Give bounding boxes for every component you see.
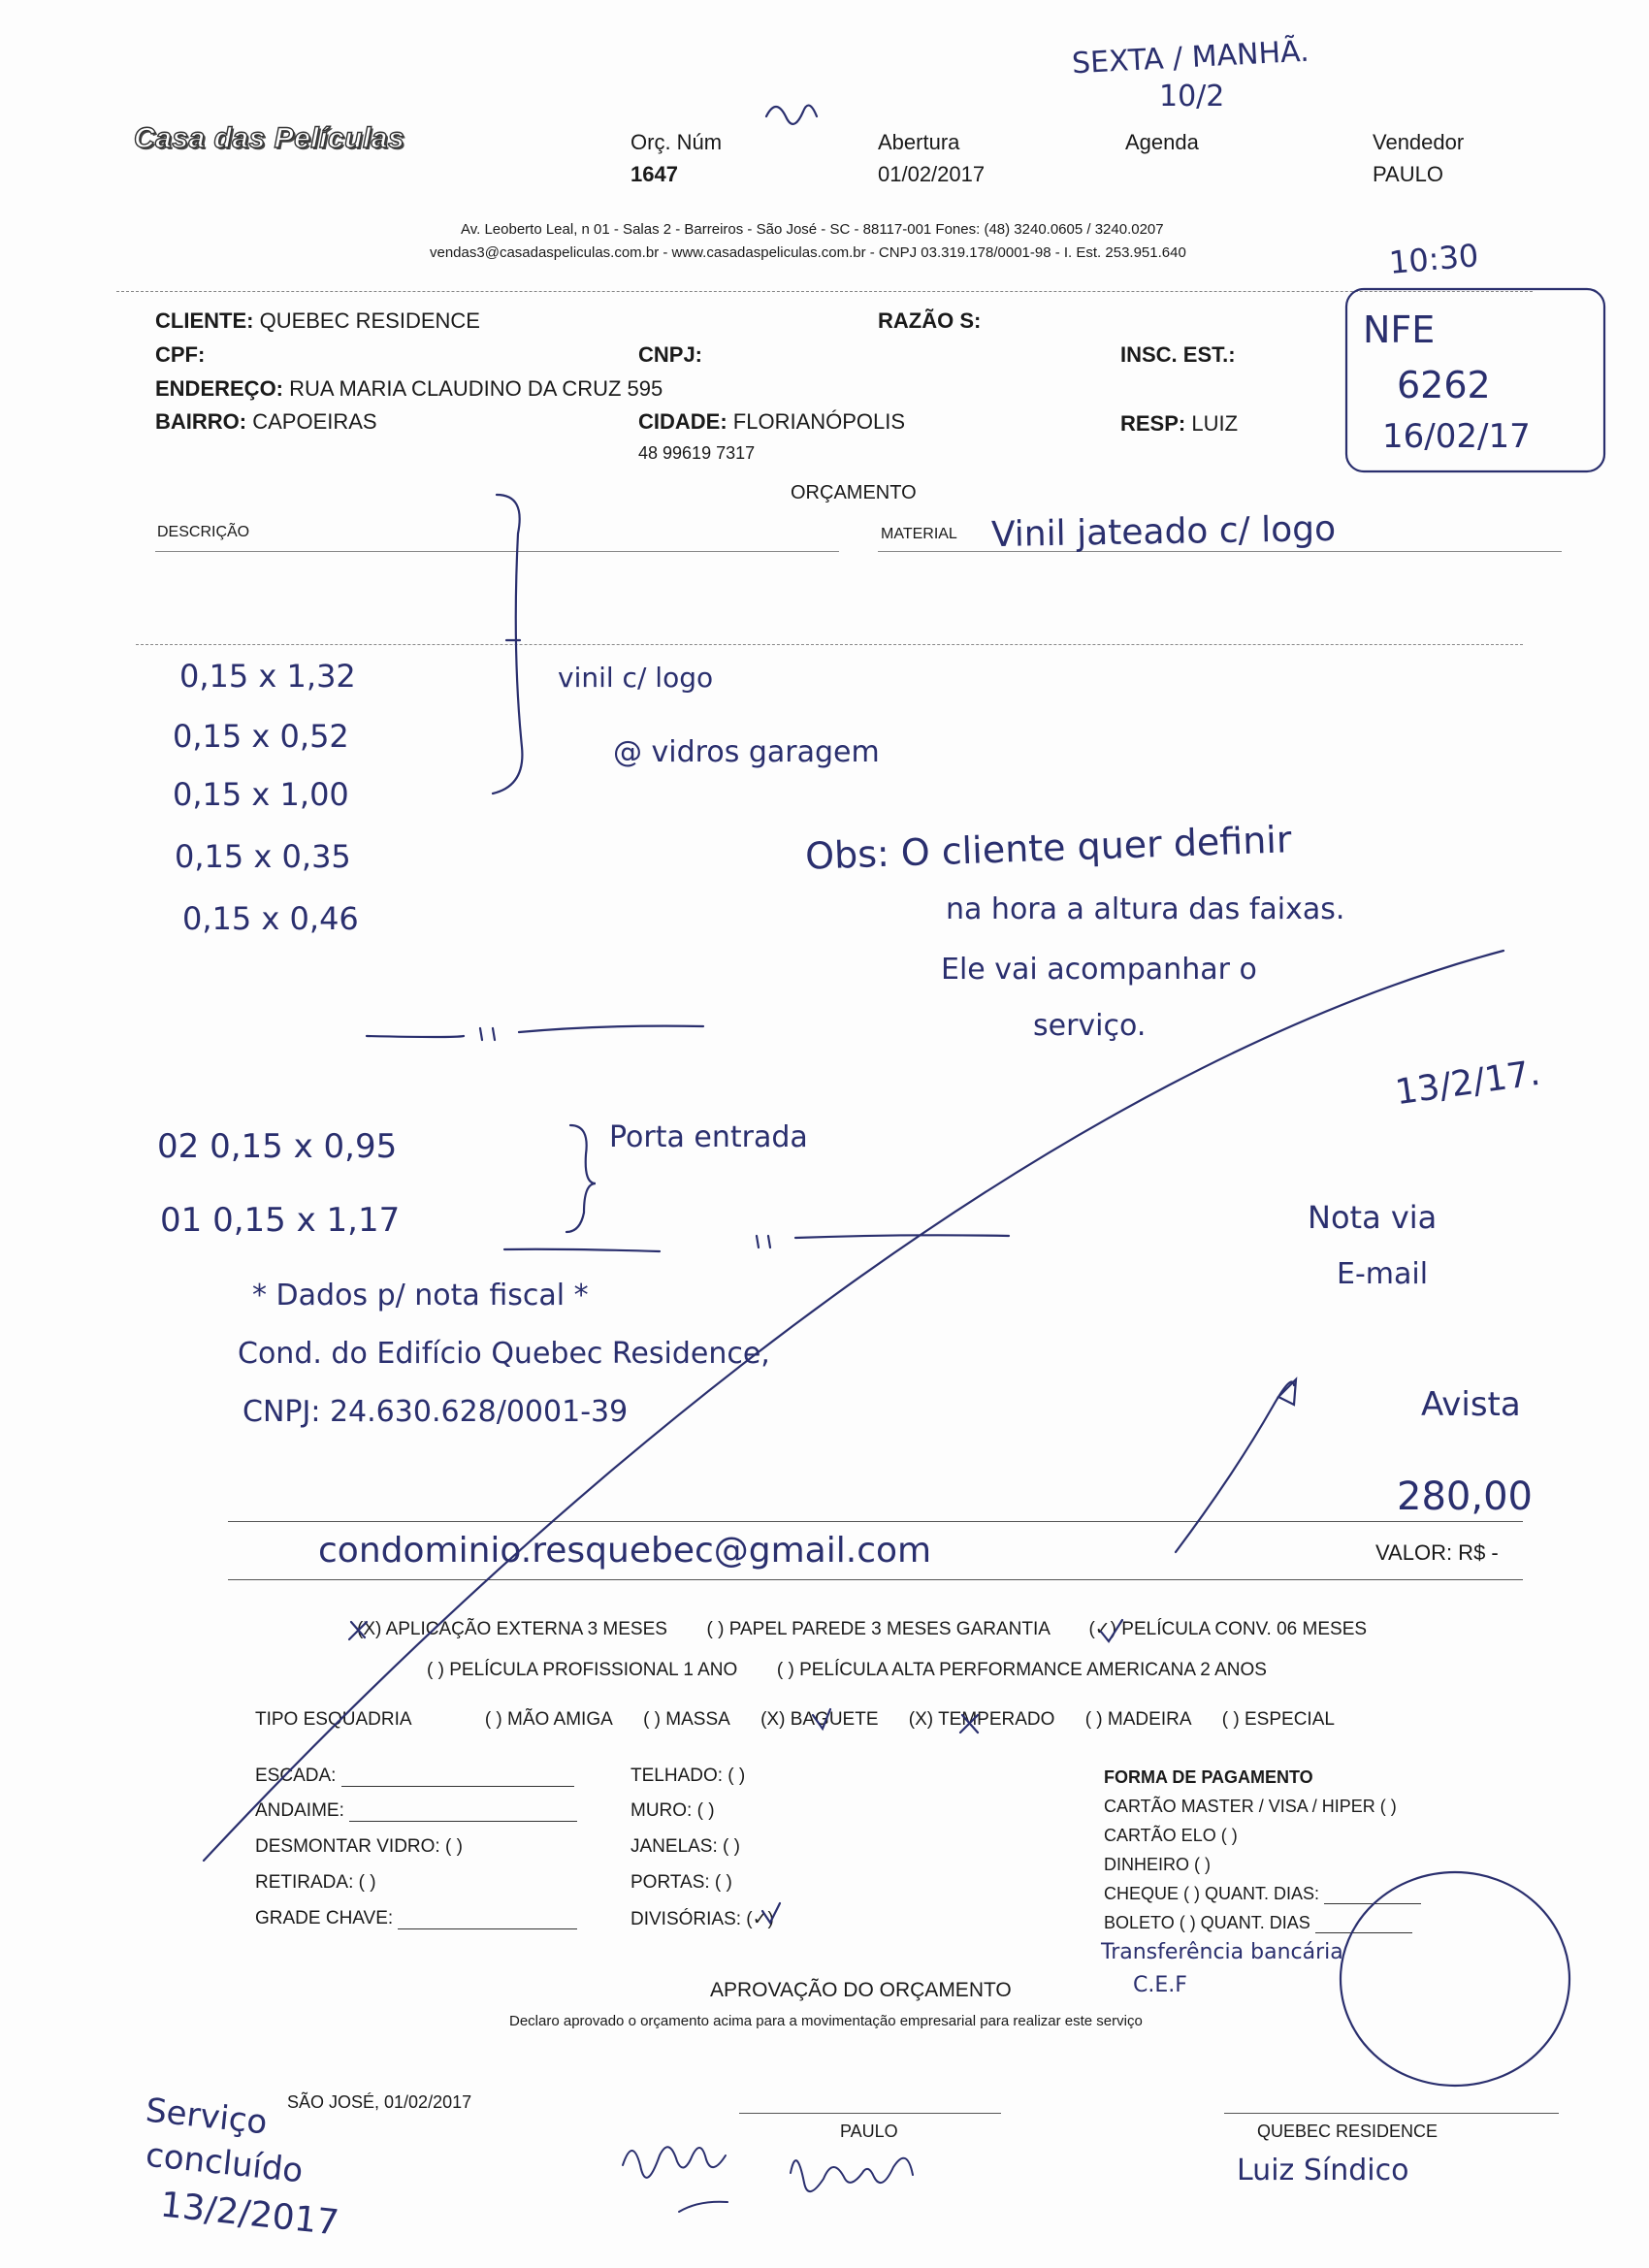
orcamento-title: ORÇAMENTO bbox=[791, 482, 917, 503]
hw-measure-5: 0,15 x 0,46 bbox=[182, 900, 359, 937]
janelas-field: JANELAS: ( ) bbox=[630, 1836, 740, 1857]
portas-field: PORTAS: ( ) bbox=[630, 1872, 732, 1893]
hw-transf: Transferência bancária bbox=[1101, 1940, 1343, 1964]
hw-avista: Avista bbox=[1421, 1385, 1521, 1424]
hw-nfe-date: 16/02/17 bbox=[1382, 417, 1531, 456]
hw-cnpj: CNPJ: 24.630.628/0001-39 bbox=[242, 1395, 629, 1429]
retirada-field: RETIRADA: ( ) bbox=[255, 1872, 376, 1893]
hw-email: condominio.resquebec@gmail.com bbox=[318, 1531, 932, 1571]
pagamento-cartao-elo: CARTÃO ELO ( ) bbox=[1104, 1826, 1238, 1845]
hw-valor: 280,00 bbox=[1397, 1474, 1533, 1519]
hw-material: Vinil jateado c/ logo bbox=[990, 508, 1337, 556]
hw-dados: * Dados p/ nota fiscal * bbox=[252, 1279, 589, 1312]
agenda-label: Agenda bbox=[1125, 130, 1199, 154]
divisorias-field: DIVISÓRIAS: (✓) bbox=[630, 1909, 774, 1929]
hw-luiz: Luiz Síndico bbox=[1237, 2154, 1409, 2187]
hw-obs-2: na hora a altura das faixas. bbox=[946, 892, 1345, 926]
insc-label: INSC. EST.: bbox=[1120, 342, 1236, 367]
hw-measure-3: 0,15 x 1,00 bbox=[173, 776, 349, 813]
signature-quebec-label: QUEBEC RESIDENCE bbox=[1257, 2122, 1439, 2141]
orc-value: 1647 bbox=[630, 162, 678, 186]
hw-cond: Cond. do Edifício Quebec Residence, bbox=[238, 1337, 770, 1371]
hw-concluido-1: Serviço bbox=[144, 2090, 270, 2143]
approval-title: APROVAÇÃO DO ORÇAMENTO bbox=[710, 1979, 1012, 2001]
hw-measure-1: 0,15 x 1,32 bbox=[179, 658, 356, 695]
descricao-label: DESCRIÇÃO bbox=[157, 524, 250, 540]
hw-porta-measure-2: 01 0,15 x 1,17 bbox=[160, 1201, 401, 1240]
vendedor-value: PAULO bbox=[1373, 162, 1443, 186]
hw-measure-4: 0,15 x 0,35 bbox=[175, 838, 351, 875]
warranty-line-2: ( ) PELÍCULA PROFISSIONAL 1 ANO ( ) PELÍCULA ALTA PERFORMANCE AMERICANA 2 ANOS bbox=[427, 1660, 1267, 1680]
hw-measure-2: 0,15 x 0,52 bbox=[173, 718, 349, 755]
hw-cef: C.E.F bbox=[1133, 1973, 1187, 1997]
endereco-row: ENDEREÇO: RUA MARIA CLAUDINO DA CRUZ 595 bbox=[155, 376, 663, 401]
warranty-line-1: (X) APLICAÇÃO EXTERNA 3 MESES ( ) PAPEL PAREDE 3 MESES GARANTIA (✓) PELÍCULA CONV. 06 MESES bbox=[357, 1619, 1368, 1639]
pagamento-cheque: CHEQUE ( ) QUANT. DIAS: bbox=[1104, 1884, 1421, 1904]
pagamento-boleto: BOLETO ( ) QUANT. DIAS bbox=[1104, 1913, 1412, 1933]
hw-porta: Porta entrada bbox=[609, 1120, 808, 1154]
abertura-value: 01/02/2017 bbox=[878, 162, 986, 186]
pagamento-title: FORMA DE PAGAMENTO bbox=[1104, 1767, 1313, 1787]
muro-field: MURO: ( ) bbox=[630, 1800, 715, 1821]
pagamento-cartao-master: CARTÃO MASTER / VISA / HIPER ( ) bbox=[1104, 1797, 1397, 1816]
bairro-row: BAIRRO: CAPOEIRAS bbox=[155, 409, 377, 434]
hw-porta-measure-1: 02 0,15 x 0,95 bbox=[157, 1127, 398, 1166]
hw-concluido-3: 13/2/2017 bbox=[158, 2185, 341, 2244]
hw-obs-1: Obs: O cliente quer definir bbox=[804, 818, 1293, 878]
material-label: MATERIAL bbox=[881, 526, 957, 542]
cliente-row: CLIENTE: QUEBEC RESIDENCE bbox=[155, 308, 480, 333]
hw-nfe-num: 6262 bbox=[1397, 364, 1491, 406]
orc-label: Orç. Núm bbox=[630, 130, 723, 154]
hw-nota-2: E-mail bbox=[1337, 1257, 1429, 1291]
escada-field: ESCADA: bbox=[255, 1766, 574, 1787]
hw-time: 10:30 bbox=[1387, 237, 1480, 281]
telhado-field: TELHADO: ( ) bbox=[630, 1766, 746, 1786]
esquadria-row: TIPO ESQUADRIA ( ) MÃO AMIGA ( ) MASSA (X) BAGUETE (X) TEMPERADO ( ) MADEIRA ( ) ESPECIAL bbox=[255, 1709, 1335, 1730]
cidade-row: CIDADE: FLORIANÓPOLIS bbox=[638, 409, 906, 434]
abertura-label: Abertura bbox=[878, 130, 960, 154]
resp-row: RESP: LUIZ bbox=[1120, 411, 1239, 436]
pagamento-dinheiro: DINHEIRO ( ) bbox=[1104, 1855, 1211, 1874]
hw-nfe: NFE bbox=[1363, 308, 1436, 351]
hw-vinil-logo: vinil c/ logo bbox=[558, 662, 714, 694]
hw-top-date2: 10/2 bbox=[1159, 80, 1225, 113]
hw-top-date: SEXTA / MANHÃ. bbox=[1071, 34, 1310, 81]
hw-vidros: @ vidros garagem bbox=[613, 735, 880, 769]
grade-field: GRADE CHAVE: bbox=[255, 1908, 577, 1929]
approval-declaration: Declaro aprovado o orçamento acima para a movimentação empresarial para realizar este serviço bbox=[509, 2013, 1143, 2029]
hw-obs-3: Ele vai acompanhar o bbox=[941, 953, 1257, 987]
valor-label: VALOR: R$ - bbox=[1375, 1540, 1499, 1565]
client-phone: 48 99619 7317 bbox=[638, 443, 756, 463]
signature-paulo-label: PAULO bbox=[840, 2122, 898, 2141]
company-address: Av. Leoberto Leal, n 01 - Salas 2 - Barreiros - São José - SC - 88117-001 Fones: (48) 3240.0605 / 3240.0207 bbox=[461, 221, 1164, 238]
hw-nota-1: Nota via bbox=[1308, 1199, 1438, 1236]
cpf-label: CPF: bbox=[155, 342, 206, 367]
place-date: SÃO JOSÉ, 01/02/2017 bbox=[287, 2092, 472, 2112]
cnpj-label: CNPJ: bbox=[638, 342, 703, 367]
vendedor-label: Vendedor bbox=[1373, 130, 1465, 154]
andaime-field: ANDAIME: bbox=[255, 1800, 577, 1822]
hw-concluido-2: concluído bbox=[144, 2135, 306, 2191]
razao-label: RAZÃO S: bbox=[878, 308, 982, 333]
company-contact: vendas3@casadaspeliculas.com.br - www.casadaspeliculas.com.br - CNPJ 03.319.178/0001-98 - I. Est. 253.951.640 bbox=[430, 244, 1186, 261]
hw-done-date: 13/2/17. bbox=[1392, 1053, 1543, 1114]
desmontar-field: DESMONTAR VIDRO: ( ) bbox=[255, 1836, 463, 1857]
hw-obs-4: serviço. bbox=[1033, 1009, 1147, 1043]
company-logo: Casa das Películas bbox=[134, 122, 405, 154]
